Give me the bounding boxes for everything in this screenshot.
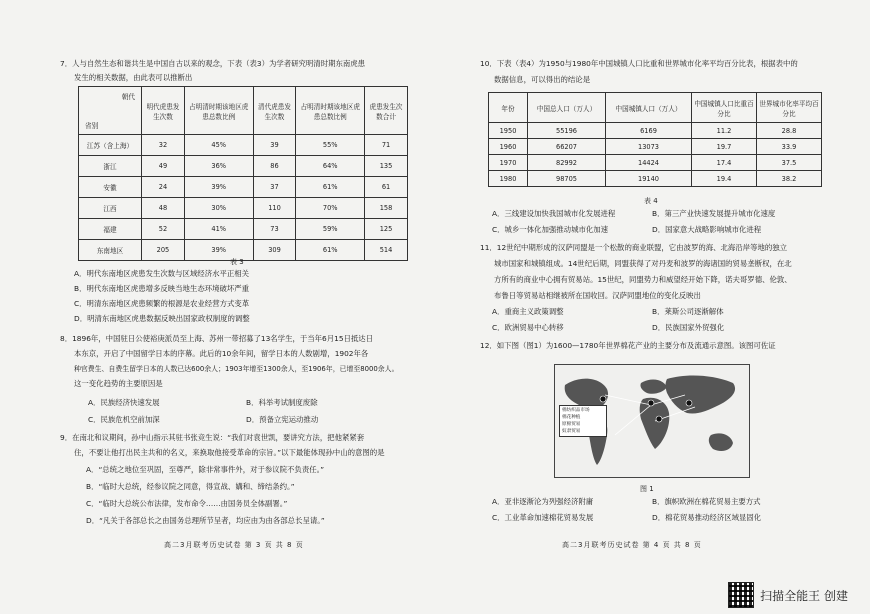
table-row: 东南地区 205 39% 309 61% 514 <box>79 240 408 261</box>
table-row: 1960 66207 13073 19.7 33.9 <box>489 139 822 155</box>
q8-stem-2: 本东京，开启了中国留学日本的序幕。此后的10余年间，留学日本的人数剧增，1902年各 <box>74 349 369 358</box>
q8-option-b: B．科举考试制度废除 <box>246 398 318 407</box>
table4-caption: 表 4 <box>644 197 658 205</box>
table-row: 江苏（含上海） 32 45% 39 55% 71 <box>79 135 408 156</box>
q8-option-c: C．民族危机空前加深 <box>88 415 160 424</box>
q11-stem-2: 城市国家和城镇组成。14世纪后期，同盟获得了对丹麦和波罗的海诸国的贸易垄断权，在北 <box>494 259 792 268</box>
world-cotton-map <box>554 364 750 478</box>
figure1-caption: 图 1 <box>640 485 654 493</box>
page-footer-4: 高二3月联考历史试卷 第 4 页 共 8 页 <box>562 541 702 549</box>
table4-col: 中国城镇人口比重百分比 <box>692 93 757 123</box>
table-row: 安徽 24 39% 37 61% 61 <box>79 177 408 198</box>
q12-option-d: D．棉花贸易推动经济区域显固化 <box>652 513 762 522</box>
q11-stem-3: 方所有的商业中心拥有贸易站。15世纪，同盟势力和威望经开始下降，诺夫哥罗德、伦敦、 <box>494 275 792 284</box>
q12-stem: 12．如下图（图1）为1600—1780年世界棉花产业的主要分布及流通示意图。该图可佐证 <box>480 341 776 350</box>
q10-stem-1: 10．下表（表4）为1950与1980年中国城镇人口比重和世界城市化率平均百分比表，根据表中的 <box>480 59 798 68</box>
q7-option-b: B．明代东南地区虎患增多反映当地生态环境破坏严重 <box>74 284 250 293</box>
legend-item: 棉纺织品市场 <box>562 408 590 413</box>
qr-code-icon <box>728 582 754 608</box>
table3-col: 虎患发生次数合计 <box>365 87 408 135</box>
q7-option-a: A．明代东南地区虎患发生次数与区域经济水平正相关 <box>74 269 250 278</box>
table3-caption: 表 3 <box>230 258 244 266</box>
table4-col: 世界城市化率平均百分比 <box>757 93 822 123</box>
map-legend <box>559 405 607 437</box>
table-row: 江西 48 30% 110 70% 158 <box>79 198 408 219</box>
q8-stem-3: 种官费生、自费生留学日本的人数已达600余人；1903年增至1300余人，至1906年，已增至8000余人。 <box>74 365 399 373</box>
q12-option-c: C．工业革命加速棉花贸易发展 <box>492 513 594 522</box>
q9-option-c: C．“临时大总统公布法律，发布命令……由国务员全体副署。” <box>86 499 288 508</box>
q7-stem-1: 7．人与自然生态和谐共生是中国自古以来的观念，下表（表3）为学者研究明清时期东南虎患 <box>60 59 366 68</box>
page-footer-3: 高二3月联考历史试卷 第 3 页 共 8 页 <box>164 541 304 549</box>
table3-col: 清代虎患发生次数 <box>253 87 296 135</box>
table4-col: 中国城镇人口（万人） <box>606 93 692 123</box>
table-row: 1970 82992 14424 17.4 37.5 <box>489 155 822 171</box>
legend-item: 原棉贸易 <box>562 422 581 427</box>
q8-stem-4: 这一变化趋势的主要原因是 <box>74 379 163 388</box>
watermark-label: 扫描全能王 创建 <box>760 588 848 603</box>
q8-option-a: A．民族经济快速发展 <box>88 398 160 407</box>
q10-option-a: A．三线建设加快我国城市化发展进程 <box>492 209 616 218</box>
table-row: 福建 52 41% 73 59% 125 <box>79 219 408 240</box>
table-4 <box>488 92 822 187</box>
legend-item: 棉花种植 <box>562 415 581 420</box>
q10-option-b: B．第三产业快速发展提升城市化速度 <box>652 209 776 218</box>
q9-stem-2: 住，不要让他打出民主共和的名义，来换取他接受革命的宗旨。”以下最能体现孙中山的意图的是 <box>74 448 385 457</box>
table4-col: 年份 <box>489 93 528 123</box>
q7-option-c: C．明清东南地区虎患频繁的根源是农业经营方式变革 <box>74 299 250 308</box>
q9-option-b: B．“临时大总统，经参议院之同意，得宣战、媾和、缔结条约。” <box>86 482 295 491</box>
table3-corner: 朝代 省别 <box>79 87 142 135</box>
table-3 <box>78 86 408 261</box>
table-row: 浙江 49 36% 86 64% 135 <box>79 156 408 177</box>
q10-option-c: C．城乡一体化加强推动城市化加速 <box>492 225 609 234</box>
q11-option-c: C．欧洲贸易中心转移 <box>492 323 564 332</box>
q7-stem-2: 发生的相关数据，由此表可以推断出 <box>74 73 193 82</box>
table-row: 1980 98705 19140 19.4 38.2 <box>489 171 822 187</box>
q9-option-a: A．“总统之地位至巩固，至尊严，除非常事件外，对于参议院不负责任。” <box>86 465 325 474</box>
q8-stem-1: 8．1896年，中国驻日公使裕庚派员至上海、苏州一带招募了13名学生，于当年6月15日抵达日 <box>60 334 374 343</box>
q12-option-b: B．旗帜欧洲在棉花贸易主要方式 <box>652 497 761 506</box>
table3-col: 占明清时期该地区虎患总数比例 <box>296 87 365 135</box>
q11-option-a: A．重商主义政策调整 <box>492 307 564 316</box>
table4-col: 中国总人口（万人） <box>528 93 606 123</box>
q9-option-d: D．“凡关于各部总长之由国务总理所节呈者，均应由为由各部总长呈请。” <box>86 516 325 525</box>
q9-stem-1: 9．在南北和议期间，孙中山指示其驻书张竞生说：“我们对袁世凯，要讲究方法，把他紧紧套 <box>60 433 365 442</box>
q8-option-d: D．预备立宪运动推动 <box>246 415 319 424</box>
q11-stem-4: 布鲁日等贸易站相继被所在国收回。汉萨同盟地位的变化反映出 <box>494 291 701 300</box>
scanner-watermark <box>728 582 848 608</box>
table3-col: 占明清时期该地区虎患总数比例 <box>184 87 253 135</box>
q11-option-d: D．民族国家外贸强化 <box>652 323 725 332</box>
q11-option-b: B．莱斯公司逐渐解体 <box>652 307 724 316</box>
legend-item: 奴隶贸易 <box>562 429 581 434</box>
q10-option-d: D．国家意大战略影响城市化进程 <box>652 225 762 234</box>
q11-stem-1: 11．12世纪中期形成的汉萨同盟是一个松散的商业联盟，它由波罗的海、北海沿岸等地的独立 <box>480 243 788 252</box>
table3-col: 明代虎患发生次数 <box>142 87 185 135</box>
q12-option-a: A．亚非逐渐沦为列强经济附庸 <box>492 497 594 506</box>
q10-stem-2: 数据信息，可以得出的结论是 <box>494 75 591 84</box>
table-row: 1950 55196 6169 11.2 28.8 <box>489 123 822 139</box>
right-page <box>440 0 870 614</box>
q7-option-d: D．明清东南地区虎患数据反映出国家政权制度的调整 <box>74 314 250 323</box>
